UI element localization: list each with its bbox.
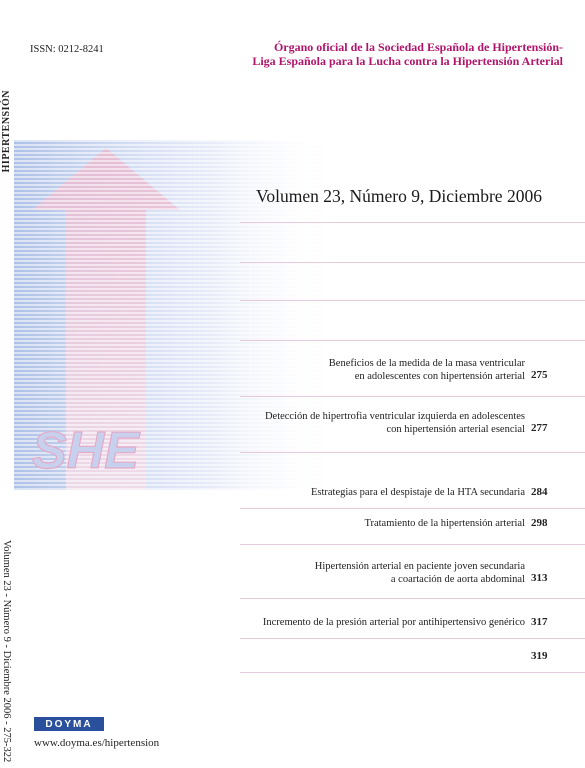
divider bbox=[240, 396, 585, 397]
divider bbox=[240, 672, 585, 673]
divider bbox=[240, 340, 585, 341]
organization-header bbox=[252, 40, 563, 68]
divider bbox=[240, 452, 585, 453]
divider bbox=[240, 638, 585, 639]
she-logo: SHE bbox=[32, 422, 139, 480]
divider bbox=[240, 508, 585, 509]
toc-entry-page: 277 bbox=[531, 422, 548, 434]
spine-issue-info: Volumen 23 - Número 9 - Diciembre 2006 - 275-322 bbox=[1, 540, 12, 763]
toc-entry-page: 319 bbox=[531, 650, 548, 662]
toc-entry-page: 317 bbox=[531, 616, 548, 628]
divider bbox=[240, 222, 585, 223]
journal-url[interactable]: www.doyma.es/hipertension bbox=[34, 737, 160, 749]
toc-entry-title: Estrategias para el despistaje de la HTA secundaria bbox=[310, 487, 525, 498]
org-line-1: Órgano oficial de la Sociedad Española de Hipertensión- bbox=[273, 40, 563, 54]
divider bbox=[240, 300, 585, 301]
spine-journal-title: HIPERTENSIÓN bbox=[1, 90, 12, 173]
toc-entry-page: 275 bbox=[531, 369, 548, 381]
divider bbox=[240, 544, 585, 545]
toc-entry-page: 284 bbox=[531, 486, 548, 498]
toc-entry-title: Incremento de la presión arterial por antihipertensivo genérico bbox=[262, 617, 525, 628]
volume-title: Volumen 23, Número 9, Diciembre 2006 bbox=[256, 186, 542, 206]
toc-entry-title: Detección de hipertrofia ventricular izquierda en adolescentes con hipertensión arterial esencial bbox=[264, 411, 525, 435]
toc-entry-page: 298 bbox=[531, 517, 548, 529]
divider bbox=[240, 262, 585, 263]
spine bbox=[0, 0, 14, 768]
divider bbox=[240, 598, 585, 599]
org-line-2: Liga Española para la Lucha contra la Hipertensión Arterial bbox=[252, 54, 563, 68]
toc-entry-title: Hipertensión arterial en paciente joven secundaria a coartación de aorta abdominal bbox=[314, 561, 525, 585]
issn-label: ISSN: 0212-8241 bbox=[30, 44, 104, 55]
toc-entry-page: 313 bbox=[531, 572, 548, 584]
toc-entry-title: Tratamiento de la hipertensión arterial bbox=[364, 518, 525, 529]
publisher-logo: DOYMA bbox=[34, 717, 104, 731]
toc-entry-title: Beneficios de la medida de la masa ventricular en adolescentes con hipertensión arterial bbox=[328, 358, 525, 382]
